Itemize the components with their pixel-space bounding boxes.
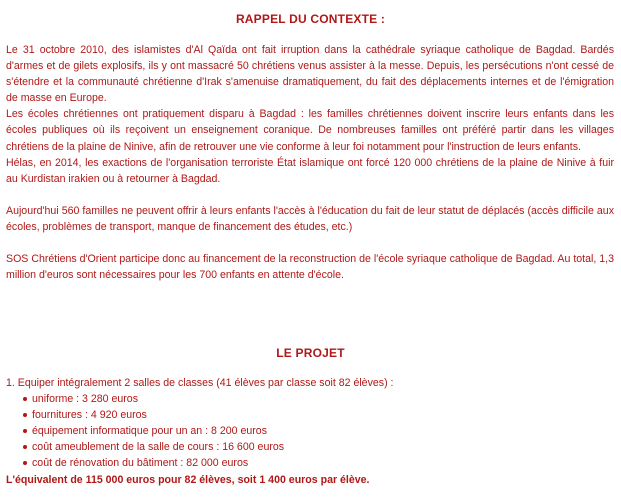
cost-item: équipement informatique pour un an : 8 200 euros xyxy=(22,423,614,439)
cost-list xyxy=(6,391,614,471)
section-title-projet: LE PROJET xyxy=(276,346,345,360)
project-item-1-label: 1. Equiper intégralement 2 salles de classes xyxy=(6,377,214,389)
project-item-1-detail: (41 élèves par classe soit 82 élèves) : xyxy=(213,377,394,389)
paragraph-families: Aujourd'hui 560 familles ne peuvent offrir à leurs enfants l'accès à l'éducation du fait de leur statut de déplacés (accès difficile aux écoles, problèmes de transport, manque de financement des études, etc.) xyxy=(6,204,614,233)
paragraph-2014: Hélas, en 2014, les exactions de l'organisation terroriste État islamique ont forcé 120 000 chrétiens de la plaine de Ninive à fuir au Kurdistan irakien ou à retourner à Bagdad. xyxy=(6,156,614,185)
paragraph-attack: Le 31 octobre 2010, des islamistes d'Al Qaïda ont fait irruption dans la cathédrale syriaque catholique de Bagdad. Bardés d'armes et de gilets explosifs, ils y ont massacré 50 chrétiens venus assister à la messe. Depuis, les persécutions n'ont cessé de s'étendre et la communauté chrétienne d'Irak s'amenuise dramatiquement, du fait des déplacements internes et de l'émigration de masse en Europe. xyxy=(6,44,614,105)
cost-item: coût de rénovation du bâtiment : 82 000 euros xyxy=(22,455,614,471)
project-item-1 xyxy=(6,375,614,391)
section-title-rappel: RAPPEL DU CONTEXTE : xyxy=(235,12,386,26)
project-body xyxy=(6,375,614,488)
paragraph-sos: SOS Chrétiens d'Orient participe donc au financement de la reconstruction de l'école syriaque catholique de Bagdad. Au total, 1,3 million d'euros sont nécessaires pour les 700 enfants en attente d'école. xyxy=(6,253,614,282)
cost-item: coût ameublement de la salle de cours : 16 600 euros xyxy=(22,439,614,455)
cost-item: uniforme : 3 280 euros xyxy=(22,391,614,407)
paragraph-schools: Les écoles chrétiennes ont pratiquement disparu à Bagdad : les familles chrétiennes doivent inscrire leurs enfants dans les écoles publiques où ils reçoivent un enseignement coranique. De nombreuses familles ont préféré partir dans les villages chrétiens de la plaine de Ninive, afin de retrouver une vie conforme à leur foi notamment pour l'instruction de leurs enfants. xyxy=(6,108,614,153)
cost-item: fournitures : 4 920 euros xyxy=(22,407,614,423)
project-summary: L'équivalent de 115 000 euros pour 82 élèves, soit 1 400 euros par élève. xyxy=(6,473,370,486)
context-body xyxy=(6,42,614,283)
